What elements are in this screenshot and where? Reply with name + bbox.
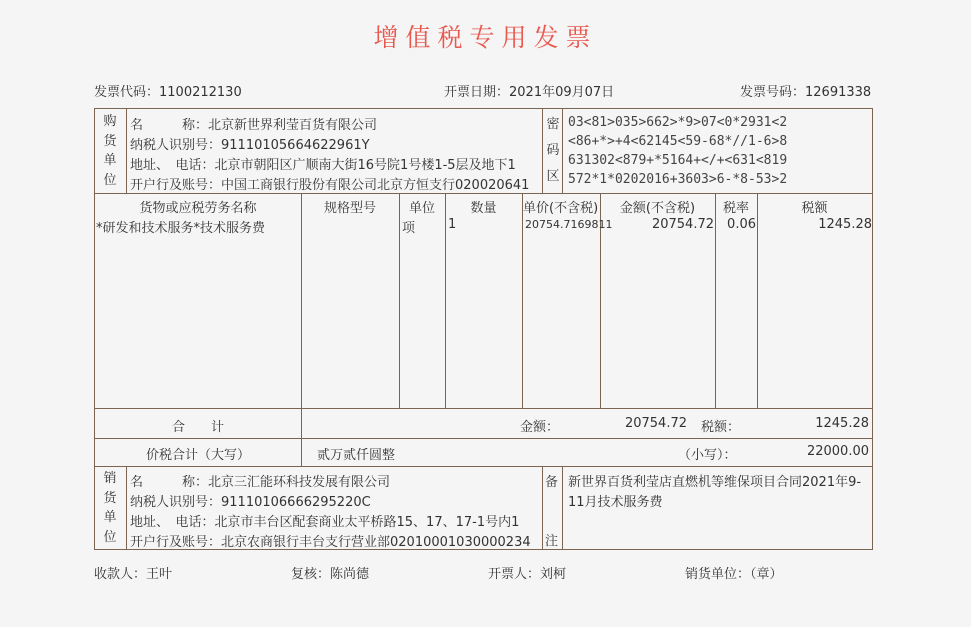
item-name: *研发和技术服务*技术服务费 [96, 221, 266, 236]
cipher-line: 631302<879+*5164+</+<631<819 [568, 153, 788, 168]
remark-line: 11月技术服务费 [568, 495, 663, 510]
seller-side-label: 销 货 单 位 [103, 471, 117, 545]
seller-name: 名 称：北京三汇能环科技发展有限公司 [130, 475, 391, 490]
remark-label-top: 备 [545, 475, 559, 490]
invoice-number: 发票号码：12691338 [740, 85, 872, 100]
buyer-name: 名 称：北京新世界利莹百货有限公司 [130, 118, 378, 133]
remark-label-bottom: 注 [545, 534, 559, 549]
buyer-bank: 开户行及账号：中国工商银行股份有限公司北京方恒支行020020641 [130, 178, 530, 193]
invoice-table [94, 108, 873, 550]
buyer-tax-id: 纳税人识别号：91110105664622961Y [130, 138, 370, 153]
buyer-side-label: 购 货 单 位 [103, 114, 117, 188]
invoice-code: 发票代码：1100212130 [94, 85, 242, 100]
total-tax-label: 税额： [701, 420, 741, 435]
total-amount: 20754.72 [624, 416, 687, 431]
total-tax: 1245.28 [815, 416, 869, 431]
cipher-line: 03<81>035>662>*9>07<0*2931<2 [568, 115, 788, 130]
item-rate: 0.06 [727, 217, 756, 232]
cipher-line: <86+*>+4<62145<59-68*//1-6>8 [568, 134, 788, 149]
total-label: 合 计 [171, 420, 224, 435]
grand-total-small-label: （小写）： [678, 448, 737, 463]
header-spec: 规格型号 [323, 201, 376, 216]
item-price: 20754.7169811 [525, 218, 613, 231]
remark-line: 新世界百货利莹店直燃机等维保项目合同2021年9- [568, 475, 862, 490]
header-qty: 数量 [470, 201, 497, 216]
drawer: 开票人：刘柯 [488, 567, 567, 582]
header-price: 单价(不含税) [523, 201, 599, 216]
header-unit: 单位 [408, 201, 435, 216]
invoice-title: 增值税专用发票 [373, 23, 598, 52]
item-unit: 项 [402, 221, 416, 236]
header-name: 货物或应税劳务名称 [139, 201, 257, 216]
header-amount: 金额(不含税) [619, 201, 696, 216]
seller-address: 地址、 电话：北京市丰台区配套商业太平桥路15、17、17-1号内1 [130, 515, 520, 530]
item-amount: 20754.72 [651, 217, 714, 232]
item-qty: 1 [448, 217, 457, 232]
header-tax: 税额 [801, 201, 828, 216]
seller-bank: 开户行及账号：北京农商银行丰台支行营业部02010001030000234 [130, 535, 531, 550]
total-amount-label: 金额： [520, 420, 560, 435]
cipher-side-label: 密 码 区 [546, 117, 560, 184]
reviewer: 复核：陈尚德 [291, 567, 370, 582]
grand-total-small: 22000.00 [806, 444, 869, 459]
payee: 收款人：王叶 [94, 567, 173, 582]
buyer-address: 地址、 电话：北京市朝阳区广顺南大街16号院1号楼1-5层及地下1 [130, 158, 516, 173]
item-tax: 1245.28 [818, 217, 872, 232]
header-rate: 税率 [722, 201, 749, 216]
grand-total-upper: 贰万贰仟圆整 [317, 448, 396, 463]
invoice-date: 开票日期：2021年09月07日 [444, 85, 615, 100]
seller-tax-id: 纳税人识别号：91110106666295220C [130, 495, 371, 510]
seller-stamp-label: 销货单位：（章） [685, 567, 783, 582]
cipher-line: 572*1*0202016+3603>6-*8-53>2 [568, 172, 788, 187]
grand-total-label: 价税合计（大写） [145, 448, 250, 463]
